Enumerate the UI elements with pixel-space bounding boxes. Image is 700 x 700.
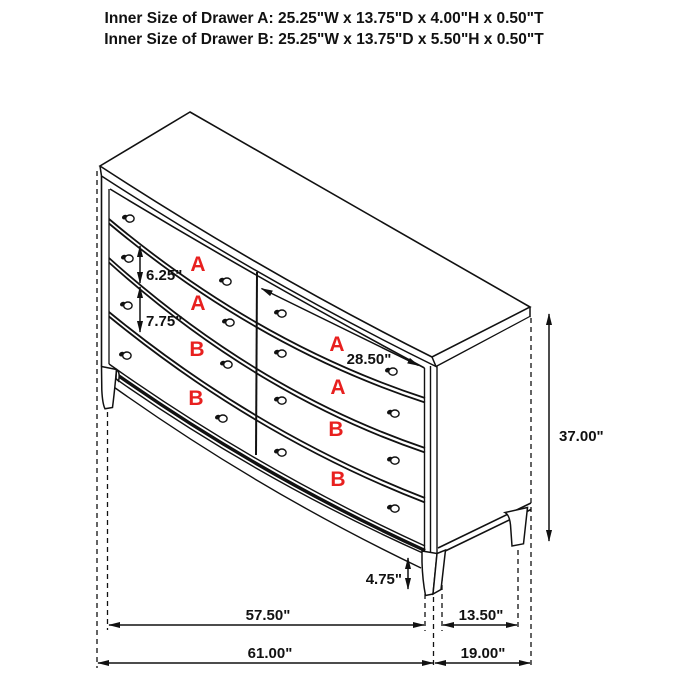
dimension-text: 57.50" — [245, 607, 291, 624]
drawer-label-right-2: A — [330, 376, 346, 399]
knob-icon — [273, 396, 286, 404]
knob-icon — [121, 214, 134, 222]
dimension-leg-height — [366, 558, 408, 589]
drawer-label-left-2: A — [190, 292, 206, 315]
dimension-overall-depth — [435, 645, 530, 663]
dimension-text: 37.00" — [559, 428, 604, 445]
drawer-label-right-4: B — [330, 468, 346, 491]
bottom-rail-line-1 — [109, 364, 425, 546]
dimension-front-leg-span — [109, 607, 424, 625]
knob-icon — [120, 254, 133, 262]
knob-icon — [386, 409, 399, 417]
header-line-2: Inner Size of Drawer B: 25.25"W x 13.75"D x 5.50"H x 0.50"T — [104, 31, 544, 48]
knob-icon — [273, 309, 286, 317]
knob-icon — [118, 351, 131, 359]
knob-icon — [219, 360, 232, 368]
front-left-leg — [102, 367, 117, 409]
dimension-overall-height — [549, 314, 604, 541]
drawer-label-left-4: B — [188, 387, 204, 410]
dimension-side-leg-span — [443, 607, 517, 625]
knob-icon — [384, 367, 397, 375]
dimension-text: 19.00" — [460, 645, 506, 662]
dimension-text: 7.75" — [146, 313, 183, 330]
knob-icon — [119, 301, 132, 309]
dimension-text: 6.25" — [146, 267, 183, 284]
drawer-label-left-1: A — [190, 253, 206, 276]
knob-icon — [273, 349, 286, 357]
center-divider — [256, 272, 257, 455]
knob-icon — [221, 318, 234, 326]
knob-icon — [214, 414, 227, 422]
drawer-label-right-1: A — [329, 333, 345, 356]
dimension-text: 13.50" — [458, 607, 504, 624]
dimension-text: 61.00" — [247, 645, 293, 662]
knob-icon — [386, 456, 399, 464]
dimension-overall-width — [98, 645, 433, 663]
drawer-label-right-3: B — [328, 418, 344, 441]
drawer-label-left-3: B — [189, 338, 205, 361]
rear-right-leg — [505, 508, 528, 547]
dimension-text: 28.50" — [346, 351, 392, 368]
knob-icon — [386, 504, 399, 512]
knob-icon — [273, 448, 286, 456]
dimension-text: 4.75" — [365, 571, 402, 588]
header-line-1: Inner Size of Drawer A: 25.25"W x 13.75"D x 4.00"H x 0.50"T — [104, 10, 544, 27]
front-left-leg-bracket — [116, 370, 119, 382]
knob-icon — [218, 277, 231, 285]
